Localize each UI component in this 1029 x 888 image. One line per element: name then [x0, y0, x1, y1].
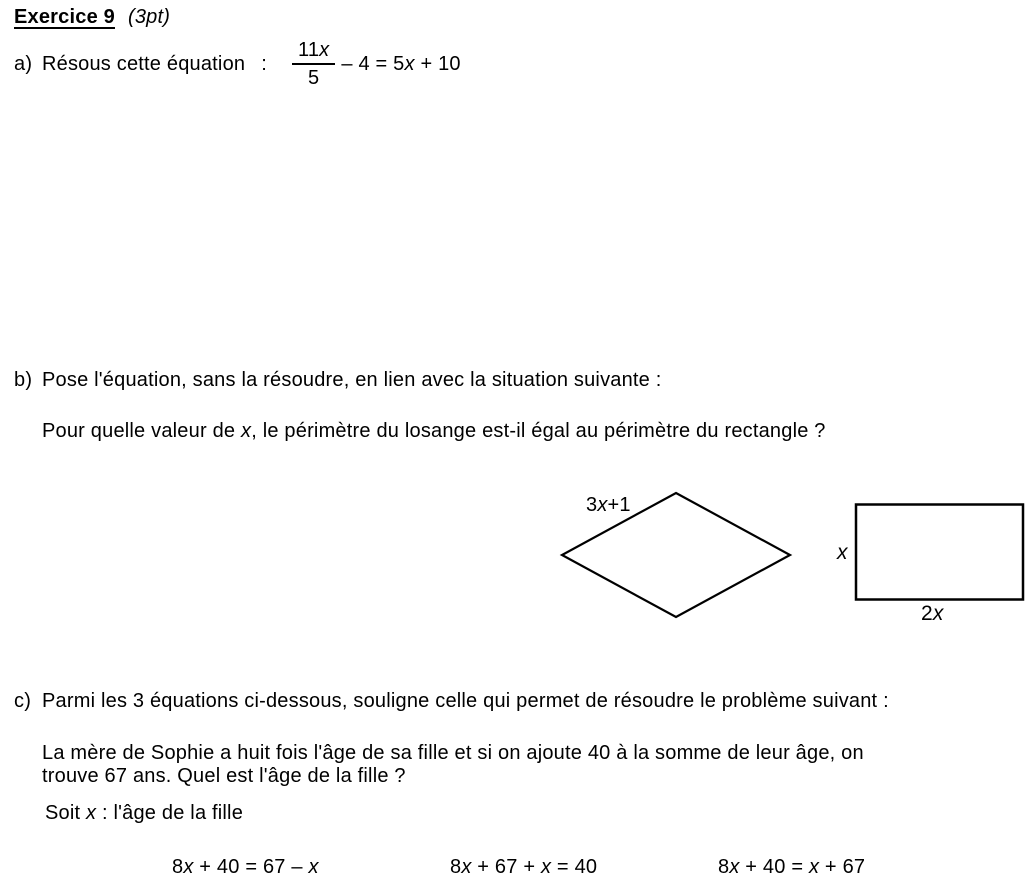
part-b-question: Pour quelle valeur de x, le périmètre du losange est-il égal au périmètre du rectangle ? [42, 420, 826, 442]
part-b-line [14, 370, 662, 391]
candidate-equation-1: 8x + 40 = 67 – x [172, 856, 319, 878]
part-c-line [14, 691, 889, 712]
fraction-denominator: 5 [308, 67, 320, 89]
exercise-points: (3pt) [127, 6, 171, 28]
part-a-colon: : [261, 52, 267, 75]
equation-a-rest: – 4 = 5x + 10 [341, 52, 461, 75]
part-c-label: c) [14, 690, 32, 712]
losange-side-label: 3x+1 [586, 494, 631, 516]
rectangle-shape [856, 505, 1023, 600]
part-a-label: a) [14, 52, 33, 75]
rectangle-width-label: 2x [921, 602, 944, 625]
problem-line-1: La mère de Sophie a huit fois l'âge de sa fille et si on ajoute 40 à la somme de leur âge, on [42, 742, 864, 764]
part-a-line [14, 35, 461, 93]
part-c-prompt: Parmi les 3 équations ci-dessous, souligne celle qui permet de résoudre le problème suivant : [42, 690, 889, 712]
fraction-numerator: 11x [292, 40, 335, 65]
candidate-equation-2: 8x + 67 + x = 40 [450, 856, 598, 878]
problem-line-2: trouve 67 ans. Quel est l'âge de la fille ? [42, 765, 406, 787]
exercise-title: Exercice 9 [14, 6, 115, 28]
part-a-prompt: Résous cette équation [42, 52, 246, 75]
part-b-prompt: Pose l'équation, sans la résoudre, en lien avec la situation suivante : [42, 369, 662, 391]
exercise-header [14, 7, 170, 28]
fraction [292, 40, 335, 88]
part-c-problem [42, 742, 864, 788]
part-b-label: b) [14, 369, 33, 391]
variable-definition: Soit x : l'âge de la fille [45, 802, 244, 824]
rectangle-height-label: x [837, 541, 848, 564]
candidate-equation-3: 8x + 40 = x + 67 [718, 856, 866, 878]
